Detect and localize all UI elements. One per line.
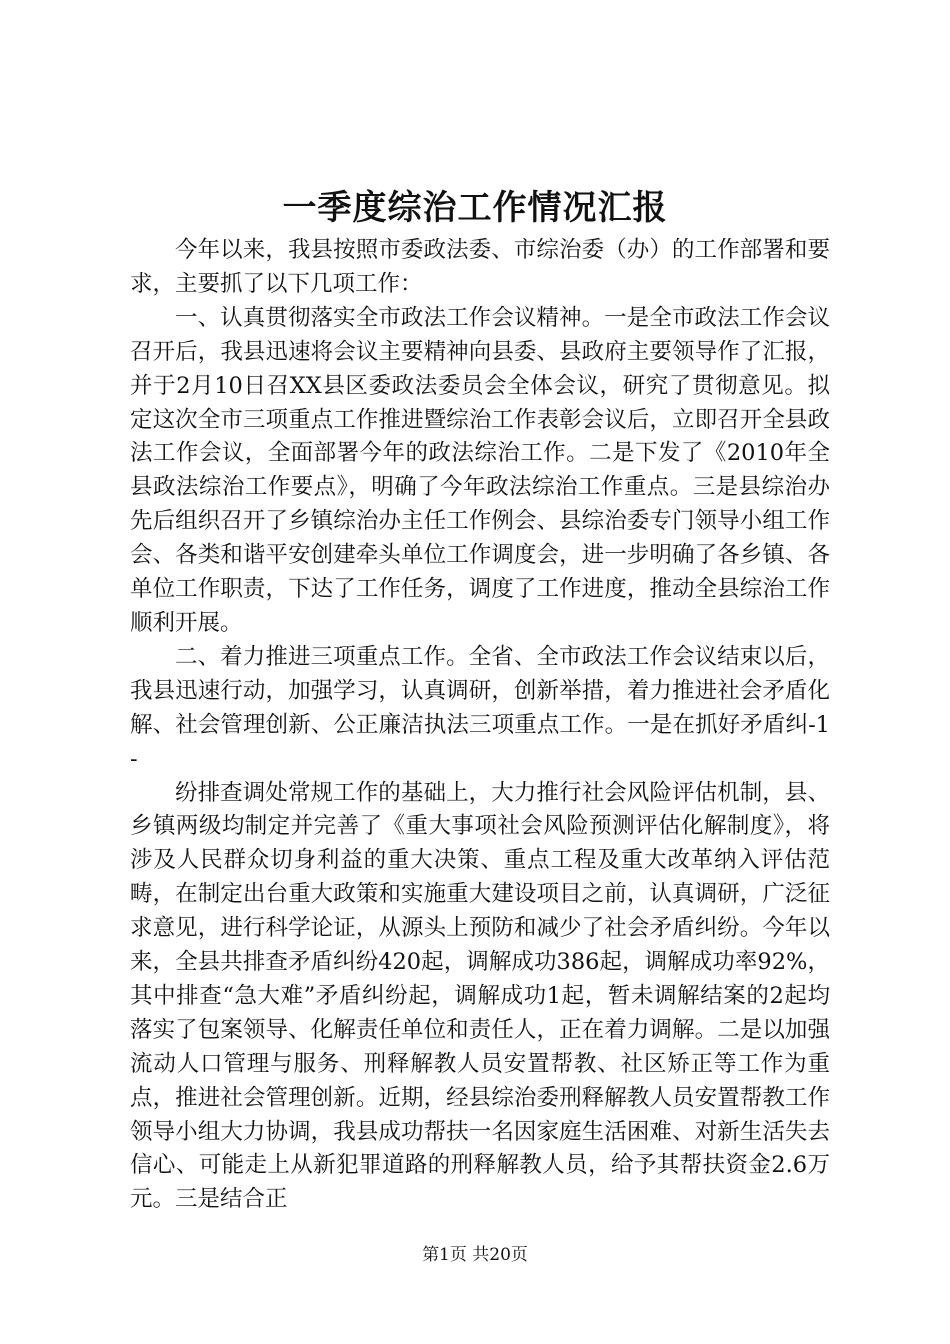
- paragraph-section-two: 二、着力推进三项重点工作。全省、全市政法工作会议结束以后，我县迅速行动，加强学习，认真调研，创新举措，着力推进社会矛盾化解、社会管理创新、公正廉洁执法三项重点工作。一是在抓好矛盾纠-1-: [130, 643, 830, 772]
- paragraph-section-one: 一、认真贯彻落实全市政法工作会议精神。一是全市政法工作会议召开后，我县迅速将会议主要精神向县委、县政府主要领导作了汇报，并于2月10日召XX县区委政法委员会全体会议，研究了贯彻意见。拟定这次全市三项重点工作推进暨综治工作表彰会议后，立即召开全县政法工作会议，全面部署今年的政法综治工作。二是下发了《2010年全县政法综治工作要点》，明确了今年政法综治工作重点。三是县综治办先后组织召开了乡镇综治办主任工作例会、县综治委专门领导小组工作会、各类和谐平安创建牵头单位工作调度会，进一步明确了各乡镇、各单位工作职责，下达了工作任务，调度了工作进度，推动全县综治工作顺利开展。: [130, 304, 830, 636]
- paragraph-intro: 今年以来，我县按照市委政法委、市综治委（办）的工作部署和要求，主要抓了以下几项工作：: [130, 237, 830, 297]
- page-footer: 第1页 共20页: [422, 1245, 528, 1265]
- document-body: [130, 234, 830, 1217]
- paragraph-continuation: 纷排查调处常规工作的基础上，大力推行社会风险评估机制，县、乡镇两级均制定并完善了《重大事项社会风险预测评估化解制度》，将涉及人民群众切身利益的重大决策、重点工程及重大改革纳入评估范畴，在制定出台重大政策和实施重大建设项目之前，认真调研，广泛征求意见，进行科学论证，从源头上预防和减少了社会矛盾纠纷。今年以来，全县共排查矛盾纠纷420起，调解成功386起，调解成功率92%，其中排查“急大难”矛盾纠纷起，调解成功1起，暂未调解结案的2起均落实了包案领导、化解责任单位和责任人，正在着力调解。二是以加强流动人口管理与服务、刑释解教人员安置帮教、社区矫正等工作为重点，推进社会管理创新。近期，经县综治委刑释解教人员安置帮教工作领导小组大力协调，我县成功帮扶一名因家庭生活困难、对新生活失去信心、可能走上从新犯罪道路的刑释解教人员，给予其帮扶资金2.6万元。三是结合正: [130, 779, 830, 1213]
- document-title: 一季度综治工作情况汇报: [282, 188, 668, 228]
